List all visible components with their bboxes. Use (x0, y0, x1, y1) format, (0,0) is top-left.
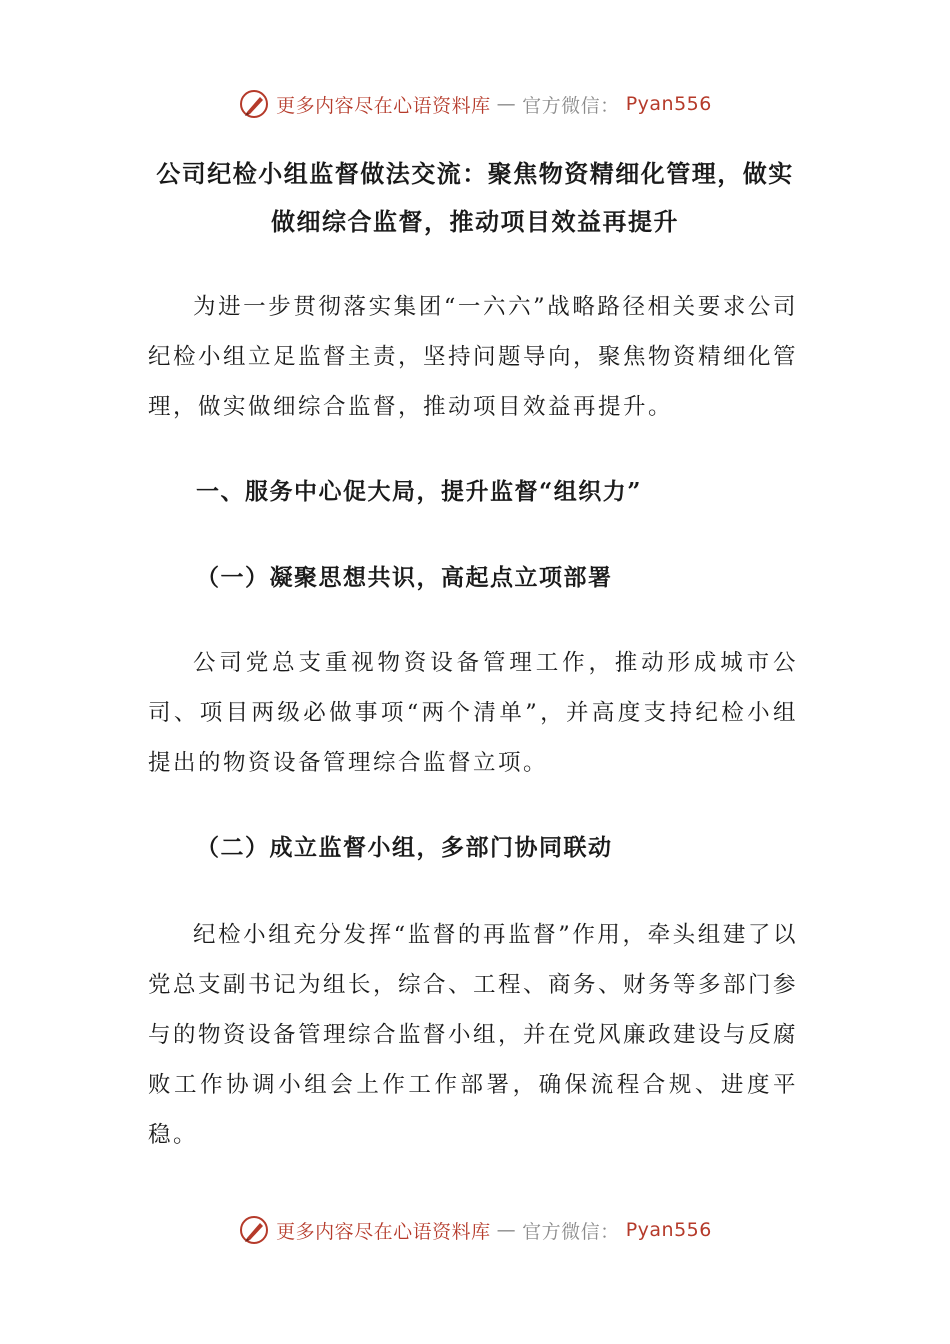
intro-paragraph: 为进一步贯彻落实集团“一六六”战略路径相关要求公司纪检小组立足监督主责，坚持问题导向，聚焦物资精细化管理，做实做细综合监督，推动项目效益再提升。 (148, 294, 799, 420)
banner-label: 官方微信： (522, 94, 620, 117)
banner-label: 官方微信： (522, 1220, 620, 1243)
subsection-heading-1: （一）凝聚思想共识，高起点立项部署 (196, 564, 613, 591)
document-title: 公司纪检小组监督做法交流：聚焦物资精细化管理，做实做细综合监督，推动项目效益再提升 (156, 159, 794, 236)
subsection-body-2: 纪检小组充分发挥“监督的再监督”作用，牵头组建了以党总支副书记为组长，综合、工程、商务、财务等多部门参与的物资设备管理综合监督小组，并在党风廉政建设与反腐败工作协调小组会上作工作部署，确保流程合规、进度平稳。 (148, 922, 799, 1148)
banner-text: 更多内容尽在心语资料库 (276, 1220, 491, 1243)
banner-dash: — (496, 93, 517, 115)
header-banner (0, 84, 950, 124)
banner-wechat-id: Pyan556 (625, 1219, 712, 1241)
subsection-body-1: 公司党总支重视物资设备管理工作，推动形成城市公司、项目两级必做事项“两个清单”，并高度支持纪检小组提出的物资设备管理综合监督立项。 (148, 650, 798, 776)
pen-logo-icon (238, 1214, 270, 1246)
footer-banner (0, 1210, 950, 1250)
banner-dash: — (496, 1219, 517, 1241)
section-heading-1: 一、服务中心促大局，提升监督“组织力” (196, 478, 642, 505)
subsection-heading-2: （二）成立监督小组，多部门协同联动 (196, 834, 613, 861)
banner-wechat-id: Pyan556 (625, 93, 712, 115)
pen-logo-icon (238, 88, 270, 120)
banner-text: 更多内容尽在心语资料库 (276, 94, 491, 117)
